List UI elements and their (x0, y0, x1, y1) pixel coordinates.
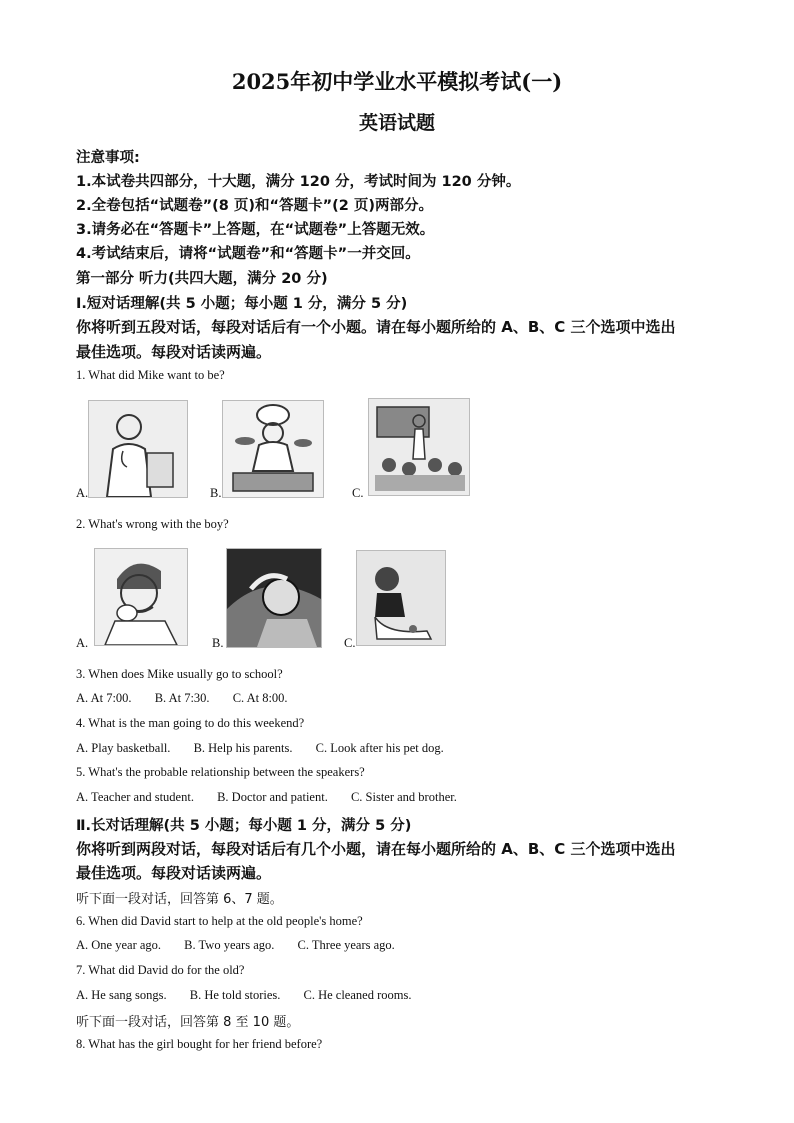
chef-illustration-icon (223, 401, 323, 497)
option-c[interactable]: C. Sister and brother. (350, 790, 457, 804)
headache-boy-image[interactable] (226, 548, 322, 648)
notice-item: 1.本试卷共四部分，十大题，满分 120 分，考试时间为 120 分钟。 (76, 174, 521, 190)
question-7: 7. What did David do for the old? (76, 963, 245, 977)
question-6: 6. When did David start to help at the old people's home? (76, 914, 363, 928)
option-b[interactable]: B. Two years ago. (184, 938, 275, 952)
doctor-illustration-icon (89, 401, 187, 497)
section2-instruction: 你将听到两段对话，每段对话后有几个小题，请在每小题所给的 A、B、C 三个选项中选出 (76, 840, 676, 858)
options-q4 (76, 741, 464, 756)
coughing-boy-icon (95, 549, 187, 645)
option-a[interactable]: A. He sang songs. (76, 988, 167, 1002)
exam-subtitle: 英语试题 (358, 112, 435, 134)
section2-instruction: 最佳选项。每段对话读两遍。 (76, 864, 272, 882)
option-a[interactable]: A. Play basketball. (76, 741, 171, 755)
option-a[interactable]: A. One year ago. (76, 938, 162, 952)
notice-item: 3.请务必在“答题卡”上答题，在“试题卷”上答题无效。 (76, 222, 435, 238)
question-8: 8. What has the girl bought for her friend before? (76, 1037, 323, 1051)
doctor-image[interactable] (88, 400, 188, 498)
option-b[interactable]: B. Help his parents. (193, 741, 293, 755)
options-q3 (76, 691, 308, 706)
headache-boy-icon (227, 549, 321, 647)
question-5: 5. What's the probable relationship between the speakers? (76, 765, 365, 779)
question-2: 2. What's wrong with the boy? (76, 517, 229, 531)
dialogue-lead: 听下面一段对话，回答第 6、7 题。 (76, 892, 283, 907)
option-b[interactable]: B. Doctor and patient. (217, 790, 328, 804)
hurt-knee-boy-image[interactable] (356, 550, 446, 646)
section1-instruction: 最佳选项。每段对话读两遍。 (76, 343, 272, 361)
option-c[interactable]: C. Look after his pet dog. (315, 741, 444, 755)
coughing-boy-image[interactable] (94, 548, 188, 646)
option-c[interactable]: C. At 8:00. (232, 691, 288, 705)
option-c[interactable]: C. He cleaned rooms. (303, 988, 412, 1002)
option-letter: A. (76, 636, 89, 650)
question-4: 4. What is the man going to do this weekend? (76, 716, 305, 730)
option-c[interactable]: C. Three years ago. (297, 938, 395, 952)
section2-heading: Ⅱ.长对话理解(共 5 小题；每小题 1 分，满分 5 分) (76, 818, 412, 834)
option-letter: C. (352, 486, 364, 500)
notice-item: 2.全卷包括“试题卷”(8 页)和“答题卡”(2 页)两部分。 (76, 198, 433, 214)
options-q5 (76, 790, 477, 805)
option-letter: B. (210, 486, 222, 500)
question-3: 3. When does Mike usually go to school? (76, 667, 283, 681)
question-1: 1. What did Mike want to be? (76, 368, 225, 382)
part1-heading: 第一部分 听力(共四大题，满分 20 分) (76, 271, 328, 287)
option-b[interactable]: B. He told stories. (189, 988, 281, 1002)
option-a[interactable]: A. At 7:00. (76, 691, 132, 705)
option-b[interactable]: B. At 7:30. (154, 691, 210, 705)
dialogue-lead: 听下面一段对话，回答第 8 至 10 题。 (76, 1015, 300, 1030)
teacher-image[interactable] (368, 398, 470, 496)
section1-heading: I.短对话理解(共 5 小题；每小题 1 分，满分 5 分) (76, 296, 408, 312)
options-q6 (76, 938, 415, 953)
exam-title: 2025年初中学业水平模拟考试(一) (231, 69, 563, 94)
notice-heading: 注意事项: (76, 150, 140, 166)
hurt-knee-boy-icon (357, 551, 445, 645)
option-letter: C. (344, 636, 356, 650)
option-a[interactable]: A. Teacher and student. (76, 790, 194, 804)
teacher-classroom-icon (369, 399, 469, 495)
notice-item: 4.考试结束后，请将“试题卷”和“答题卡”一并交回。 (76, 246, 420, 262)
option-letter: B. (212, 636, 224, 650)
chef-image[interactable] (222, 400, 324, 498)
section1-instruction: 你将听到五段对话，每段对话后有一个小题。请在每小题所给的 A、B、C 三个选项中选出 (76, 318, 676, 336)
options-q7 (76, 988, 431, 1003)
option-letter: A. (76, 486, 89, 500)
